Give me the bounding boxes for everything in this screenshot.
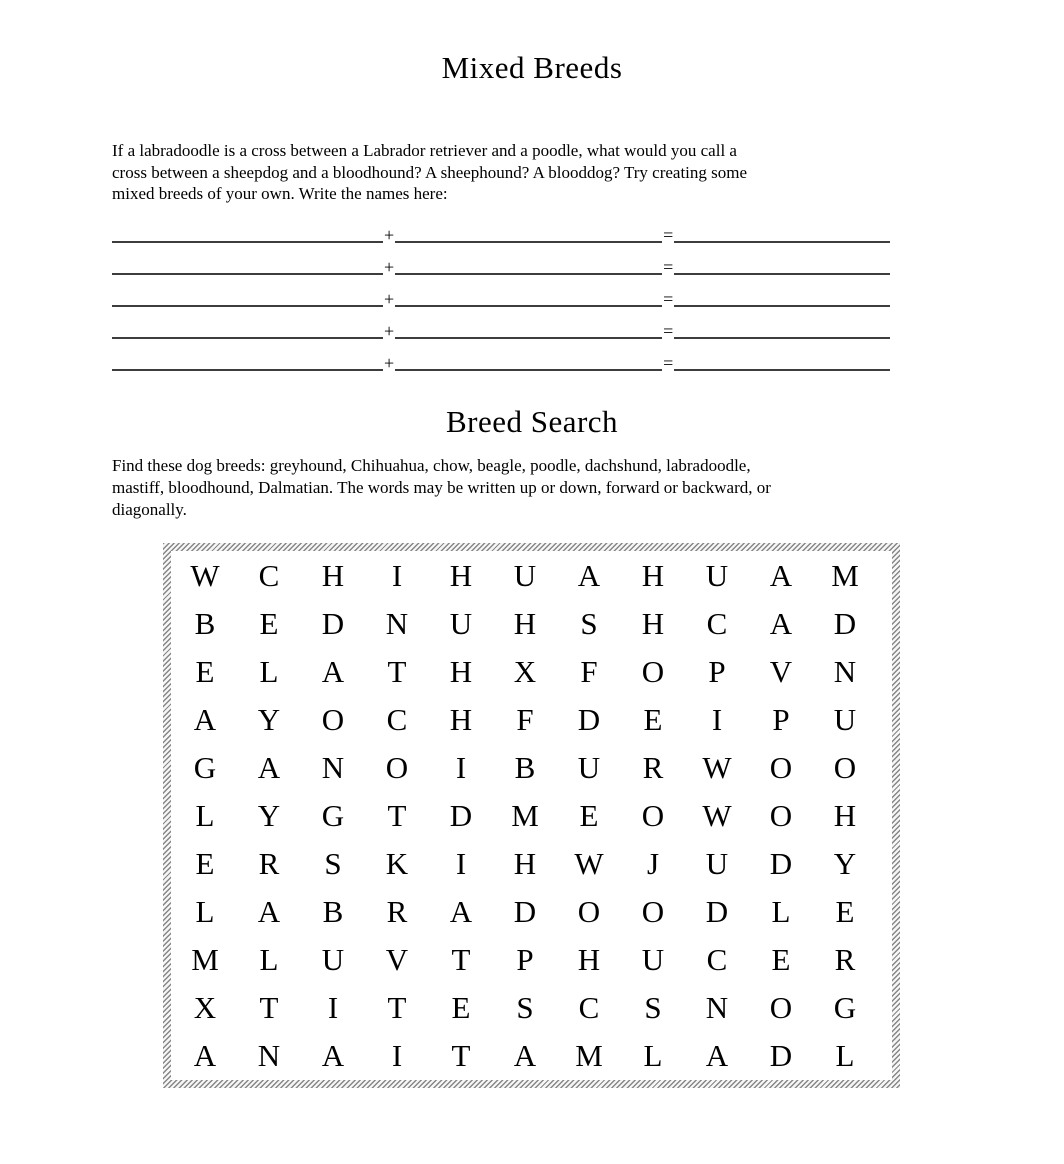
grid-cell: M (831, 558, 859, 594)
grid-cell: P (772, 702, 790, 738)
blank-row (112, 243, 890, 278)
grid-cell: O (641, 894, 665, 930)
grid-cell: X (193, 990, 217, 1026)
grid-cell: H (833, 798, 857, 834)
grid-cell: F (516, 702, 534, 738)
grid-cell: H (577, 942, 601, 978)
grid-cell: L (195, 798, 215, 834)
blank-field-result[interactable] (674, 301, 890, 307)
plus-sign: + (384, 353, 395, 374)
grid-cell: W (702, 750, 732, 786)
grid-cell: M (575, 1038, 603, 1074)
grid-cell: I (455, 750, 467, 786)
grid-row (173, 888, 892, 936)
grid-cell: E (771, 942, 791, 978)
grid-cell: D (513, 894, 537, 930)
blank-row (112, 275, 890, 310)
grid-cell: H (513, 606, 537, 642)
intro-line: If a labradoodle is a cross between a Labrador retriever and a poodle, what would you call a (112, 141, 737, 160)
grid-cell: C (706, 942, 728, 978)
grid-cell: O (641, 798, 665, 834)
grid-cell: G (193, 750, 217, 786)
grid-cell: H (513, 846, 537, 882)
grid-cell: P (516, 942, 534, 978)
grid-cell: L (195, 894, 215, 930)
grid-cell: H (641, 558, 665, 594)
grid-cell: A (257, 894, 281, 930)
grid-cell: B (194, 606, 216, 642)
grid-cell: N (705, 990, 729, 1026)
grid-row (173, 648, 892, 696)
grid-cell: K (385, 846, 409, 882)
grid-cell: A (321, 1038, 345, 1074)
blank-row (112, 339, 890, 374)
grid-cell: D (769, 1038, 793, 1074)
grid-cell: I (455, 846, 467, 882)
grid-cell: C (578, 990, 600, 1026)
grid-cell: G (833, 990, 857, 1026)
section-title: Breed Search (445, 404, 619, 440)
grid-cell: A (449, 894, 473, 930)
grid-cell: M (511, 798, 539, 834)
blank-field-breed1[interactable] (112, 237, 383, 243)
grid-cell: Y (257, 798, 281, 834)
grid-row (173, 1032, 892, 1080)
grid-cell: I (711, 702, 723, 738)
grid-cell: R (258, 846, 280, 882)
grid-cell: O (577, 894, 601, 930)
word-search-grid (171, 551, 892, 1080)
grid-cell: E (643, 702, 663, 738)
grid-row (173, 552, 892, 600)
equals-sign: = (663, 257, 674, 278)
grid-cell: V (385, 942, 409, 978)
page-title: Mixed Breeds (441, 50, 623, 85)
grid-cell: N (833, 654, 857, 690)
grid-cell: U (641, 942, 665, 978)
grid-cell: I (391, 1038, 403, 1074)
blank-field-result[interactable] (674, 365, 890, 371)
equals-sign: = (663, 289, 674, 310)
plus-sign: + (384, 257, 395, 278)
grid-cell: U (513, 558, 537, 594)
blank-field-breed2[interactable] (395, 301, 662, 307)
grid-cell: Y (257, 702, 281, 738)
blank-field-breed2[interactable] (395, 365, 662, 371)
grid-cell: H (449, 702, 473, 738)
grid-cell: T (451, 942, 471, 978)
blank-field-result[interactable] (674, 333, 890, 339)
grid-cell: A (769, 558, 793, 594)
intro-line: cross between a sheepdog and a bloodhound? A sheephound? A blooddog? Try creating some (112, 162, 748, 182)
grid-cell: W (702, 798, 732, 834)
grid-cell: E (259, 606, 279, 642)
grid-cell: E (835, 894, 855, 930)
blank-field-breed2[interactable] (395, 269, 662, 275)
grid-cell: U (449, 606, 473, 642)
grid-cell: U (705, 558, 729, 594)
equals-sign: = (663, 353, 674, 374)
grid-cell: O (769, 750, 793, 786)
grid-cell: L (259, 942, 279, 978)
grid-cell: L (643, 1038, 663, 1074)
grid-cell: H (449, 654, 473, 690)
grid-row (173, 840, 892, 888)
word-search-border (163, 543, 900, 1088)
grid-cell: M (191, 942, 219, 978)
grid-cell: U (321, 942, 345, 978)
intro-paragraph (112, 140, 942, 205)
grid-cell: N (257, 1038, 281, 1074)
grid-cell: O (385, 750, 409, 786)
grid-cell: A (705, 1038, 729, 1074)
blank-field-breed2[interactable] (395, 237, 662, 243)
blank-field-breed1[interactable] (112, 365, 383, 371)
blank-field-breed1[interactable] (112, 301, 383, 307)
grid-cell: T (387, 654, 407, 690)
grid-cell: W (574, 846, 604, 882)
grid-row (173, 600, 892, 648)
blank-field-result[interactable] (674, 269, 890, 275)
grid-cell: F (580, 654, 598, 690)
grid-cell: D (833, 606, 857, 642)
grid-cell: A (193, 1038, 217, 1074)
grid-cell: T (259, 990, 279, 1026)
grid-cell: R (642, 750, 664, 786)
instructions-line: diagonally. (112, 499, 187, 519)
grid-cell: A (257, 750, 281, 786)
grid-cell: U (705, 846, 729, 882)
instructions-line: mastiff, bloodhound, Dalmatian. The words may be written up or down, forward or backward, or (112, 477, 771, 497)
grid-cell: I (327, 990, 339, 1026)
grid-row (173, 696, 892, 744)
grid-cell: A (193, 702, 217, 738)
grid-cell: O (321, 702, 345, 738)
grid-cell: S (580, 606, 598, 642)
grid-cell: O (769, 990, 793, 1026)
plus-sign: + (384, 321, 395, 342)
grid-cell: N (385, 606, 409, 642)
grid-cell: B (322, 894, 344, 930)
grid-row (173, 984, 892, 1032)
blank-field-breed2[interactable] (395, 333, 662, 339)
grid-cell: A (577, 558, 601, 594)
grid-cell: N (321, 750, 345, 786)
grid-cell: V (769, 654, 793, 690)
grid-cell: S (324, 846, 342, 882)
grid-row (173, 744, 892, 792)
grid-cell: B (514, 750, 536, 786)
grid-cell: D (449, 798, 473, 834)
grid-cell: J (646, 846, 660, 882)
grid-cell: G (321, 798, 345, 834)
grid-cell: I (391, 558, 403, 594)
grid-cell: E (195, 654, 215, 690)
grid-cell: O (833, 750, 857, 786)
grid-cell: X (513, 654, 537, 690)
grid-cell: R (386, 894, 408, 930)
grid-cell: C (258, 558, 280, 594)
plus-sign: + (384, 289, 395, 310)
grid-cell: T (387, 798, 407, 834)
mixed-breed-blanks (112, 211, 890, 374)
grid-cell: D (321, 606, 345, 642)
instructions-line: Find these dog breeds: greyhound, Chihuahua, chow, beagle, poodle, dachshund, labradoodle, (112, 456, 751, 476)
grid-cell: R (834, 942, 856, 978)
grid-cell: L (771, 894, 791, 930)
grid-cell: E (195, 846, 215, 882)
equals-sign: = (663, 225, 674, 246)
grid-cell: A (769, 606, 793, 642)
blank-field-breed1[interactable] (112, 333, 383, 339)
grid-cell: E (451, 990, 471, 1026)
grid-cell: L (835, 1038, 855, 1074)
grid-cell: S (644, 990, 662, 1026)
equals-sign: = (663, 321, 674, 342)
grid-row (173, 792, 892, 840)
grid-cell: H (641, 606, 665, 642)
grid-cell: T (387, 990, 407, 1026)
grid-cell: D (577, 702, 601, 738)
grid-row (173, 936, 892, 984)
grid-cell: H (449, 558, 473, 594)
grid-cell: O (769, 798, 793, 834)
grid-cell: O (641, 654, 665, 690)
grid-cell: U (577, 750, 601, 786)
grid-cell: A (513, 1038, 537, 1074)
blank-row (112, 211, 890, 246)
grid-cell: H (321, 558, 345, 594)
grid-cell: D (705, 894, 729, 930)
grid-cell: D (769, 846, 793, 882)
grid-cell: C (706, 606, 728, 642)
grid-cell: A (321, 654, 345, 690)
plus-sign: + (384, 225, 395, 246)
blank-row (112, 307, 890, 342)
grid-cell: L (259, 654, 279, 690)
blank-field-breed1[interactable] (112, 269, 383, 275)
blank-field-result[interactable] (674, 237, 890, 243)
grid-cell: E (579, 798, 599, 834)
grid-cell: Y (833, 846, 857, 882)
grid-cell: T (451, 1038, 471, 1074)
search-instructions (112, 455, 942, 520)
grid-cell: C (386, 702, 408, 738)
grid-cell: U (833, 702, 857, 738)
grid-cell: W (190, 558, 220, 594)
grid-cell: P (708, 654, 726, 690)
grid-cell: S (516, 990, 534, 1026)
intro-line: mixed breeds of your own. Write the names here: (112, 184, 448, 204)
